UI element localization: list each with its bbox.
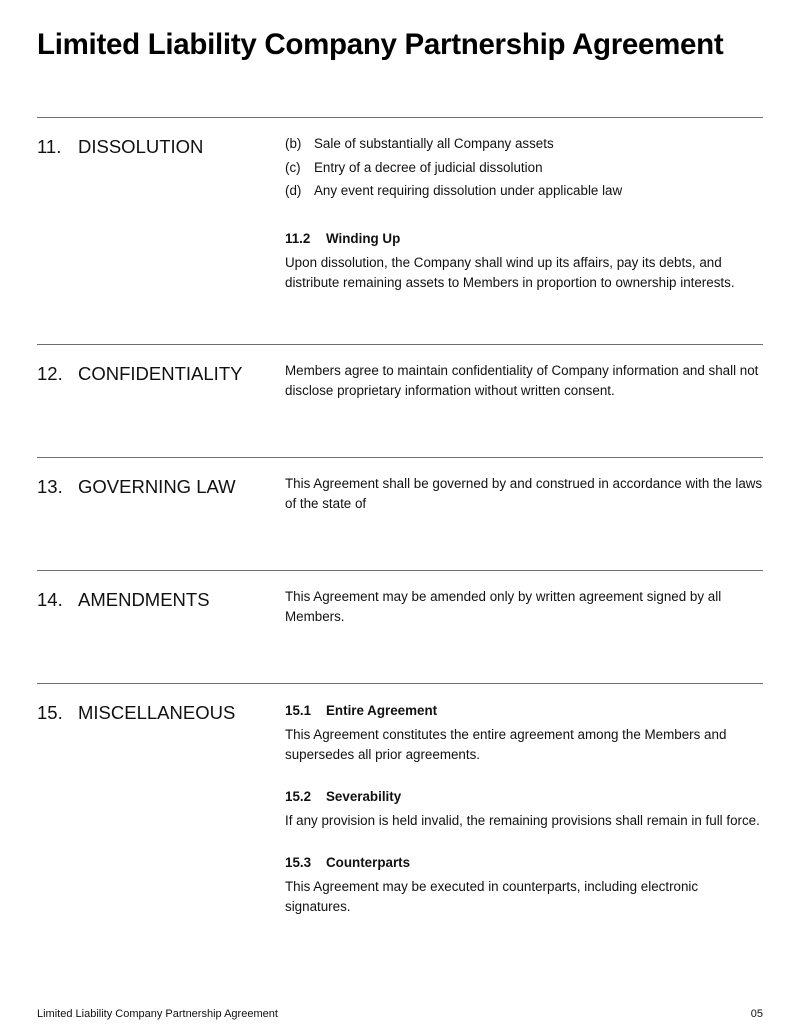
list-item-text: Any event requiring dissolution under applicable law — [314, 183, 623, 198]
section-number: 14. — [37, 589, 63, 610]
section-heading — [37, 136, 203, 158]
list-item — [285, 158, 765, 178]
list-item-letter: (c) — [285, 159, 301, 175]
subsection-title: Severability — [326, 789, 402, 804]
section-title: DISSOLUTION — [78, 136, 204, 157]
subsection-number: 15.1 — [285, 703, 312, 718]
page-number: 05 — [750, 1008, 763, 1020]
subsection-winding-up — [285, 229, 765, 293]
subsection-text: If any provision is held invalid, the remaining provisions shall remain in full force. — [285, 813, 760, 828]
subsection-text: Upon dissolution, the Company shall wind up its affairs, pay its debts, and distribute remaining assets to Members in proportion to ownership interests. — [285, 255, 735, 290]
section-heading — [37, 363, 242, 385]
section-body — [285, 701, 765, 917]
subsection-number: 15.3 — [285, 855, 312, 870]
section-amendments — [37, 570, 763, 684]
subsection-text: This Agreement may be executed in counterparts, including electronic signatures. — [285, 879, 699, 914]
subsection-severability — [285, 787, 765, 831]
section-miscellaneous — [37, 683, 763, 964]
subsection-number: 11.2 — [285, 231, 311, 246]
section-title: AMENDMENTS — [78, 589, 210, 610]
footer-document-title: Limited Liability Company Partnership Agreement — [37, 1008, 278, 1020]
subsection-title: Winding Up — [326, 231, 401, 246]
section-title: CONFIDENTIALITY — [78, 363, 243, 384]
section-body — [285, 474, 765, 514]
subsection-number: 15.2 — [285, 789, 312, 804]
section-text: This Agreement may be amended only by written agreement signed by all Members. — [285, 589, 722, 624]
subsection-text: This Agreement constitutes the entire agreement among the Members and supersedes all prior agreements. — [285, 727, 727, 762]
subsection-heading — [285, 229, 765, 249]
section-number: 15. — [37, 702, 63, 723]
section-number: 12. — [37, 363, 63, 384]
subsection-heading — [285, 787, 765, 807]
document-title: Limited Liability Company Partnership Agreement — [37, 28, 724, 61]
list-item-text: Sale of substantially all Company assets — [314, 136, 554, 151]
section-title: GOVERNING LAW — [78, 476, 236, 497]
section-number: 11. — [37, 136, 62, 157]
subsection-heading — [285, 853, 765, 873]
list-item-letter: (b) — [285, 136, 302, 151]
subsection-entire-agreement — [285, 701, 765, 765]
subsection-title: Counterparts — [326, 855, 411, 870]
section-body — [285, 361, 765, 401]
section-number: 13. — [37, 476, 63, 497]
section-dissolution — [37, 117, 763, 345]
subsection-counterparts — [285, 853, 765, 917]
section-text: This Agreement shall be governed by and construed in accordance with the laws of the state of — [285, 476, 763, 511]
list-item — [285, 134, 765, 154]
list-item-text: Entry of a decree of judicial dissolution — [314, 159, 543, 175]
section-body — [285, 134, 765, 293]
list-item — [285, 181, 765, 201]
section-heading — [37, 702, 235, 724]
section-confidentiality — [37, 344, 763, 458]
section-heading — [37, 589, 210, 611]
dissolution-event-list — [285, 134, 765, 201]
section-title: MISCELLANEOUS — [78, 702, 236, 723]
section-heading — [37, 476, 236, 498]
section-governing-law — [37, 457, 763, 571]
subsection-title: Entire Agreement — [326, 703, 438, 718]
list-item-letter: (d) — [285, 183, 302, 198]
subsection-heading — [285, 701, 765, 721]
section-body — [285, 587, 765, 627]
section-text: Members agree to maintain confidentiality of Company information and shall not disclose proprietary information without written consent. — [285, 363, 759, 398]
